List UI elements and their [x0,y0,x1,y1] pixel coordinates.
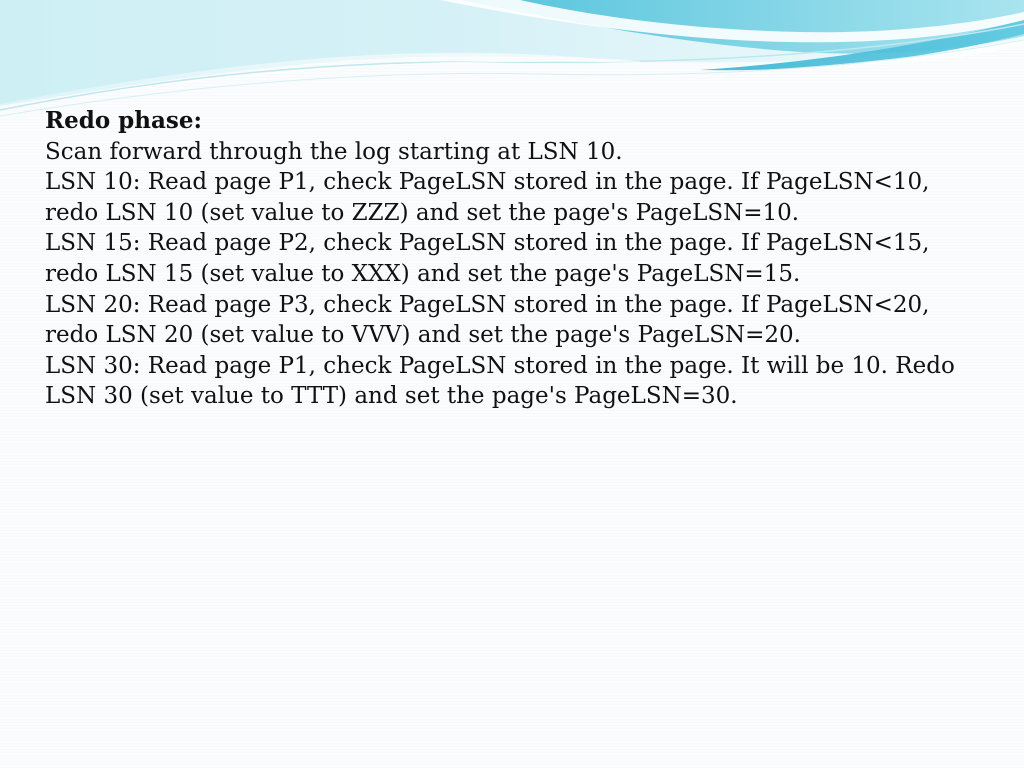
paragraph-lsn-30: LSN 30: Read page P1, check PageLSN stored in the page. It will be 10. Redo LSN 30 (set value to TTT) and set the page's PageLSN=30. [45,352,955,410]
slide-heading: Redo phase: [45,107,202,134]
paragraph-scan-forward: Scan forward through the log starting at LSN 10. [45,138,623,165]
slide-body [45,106,985,412]
paragraph-lsn-10: LSN 10: Read page P1, check PageLSN stored in the page. If PageLSN<10, redo LSN 10 (set value to ZZZ) and set the page's PageLSN=10. [45,169,930,226]
paragraph-lsn-20: LSN 20: Read page P3, check PageLSN stored in the page. If PageLSN<20, redo LSN 20 (set value to VVV) and set the page's PageLSN=20. [45,291,930,349]
paragraph-lsn-15: LSN 15: Read page P2, check PageLSN stored in the page. If PageLSN<15, redo LSN 15 (set value to XXX) and set the page's PageLSN=15. [45,230,930,287]
